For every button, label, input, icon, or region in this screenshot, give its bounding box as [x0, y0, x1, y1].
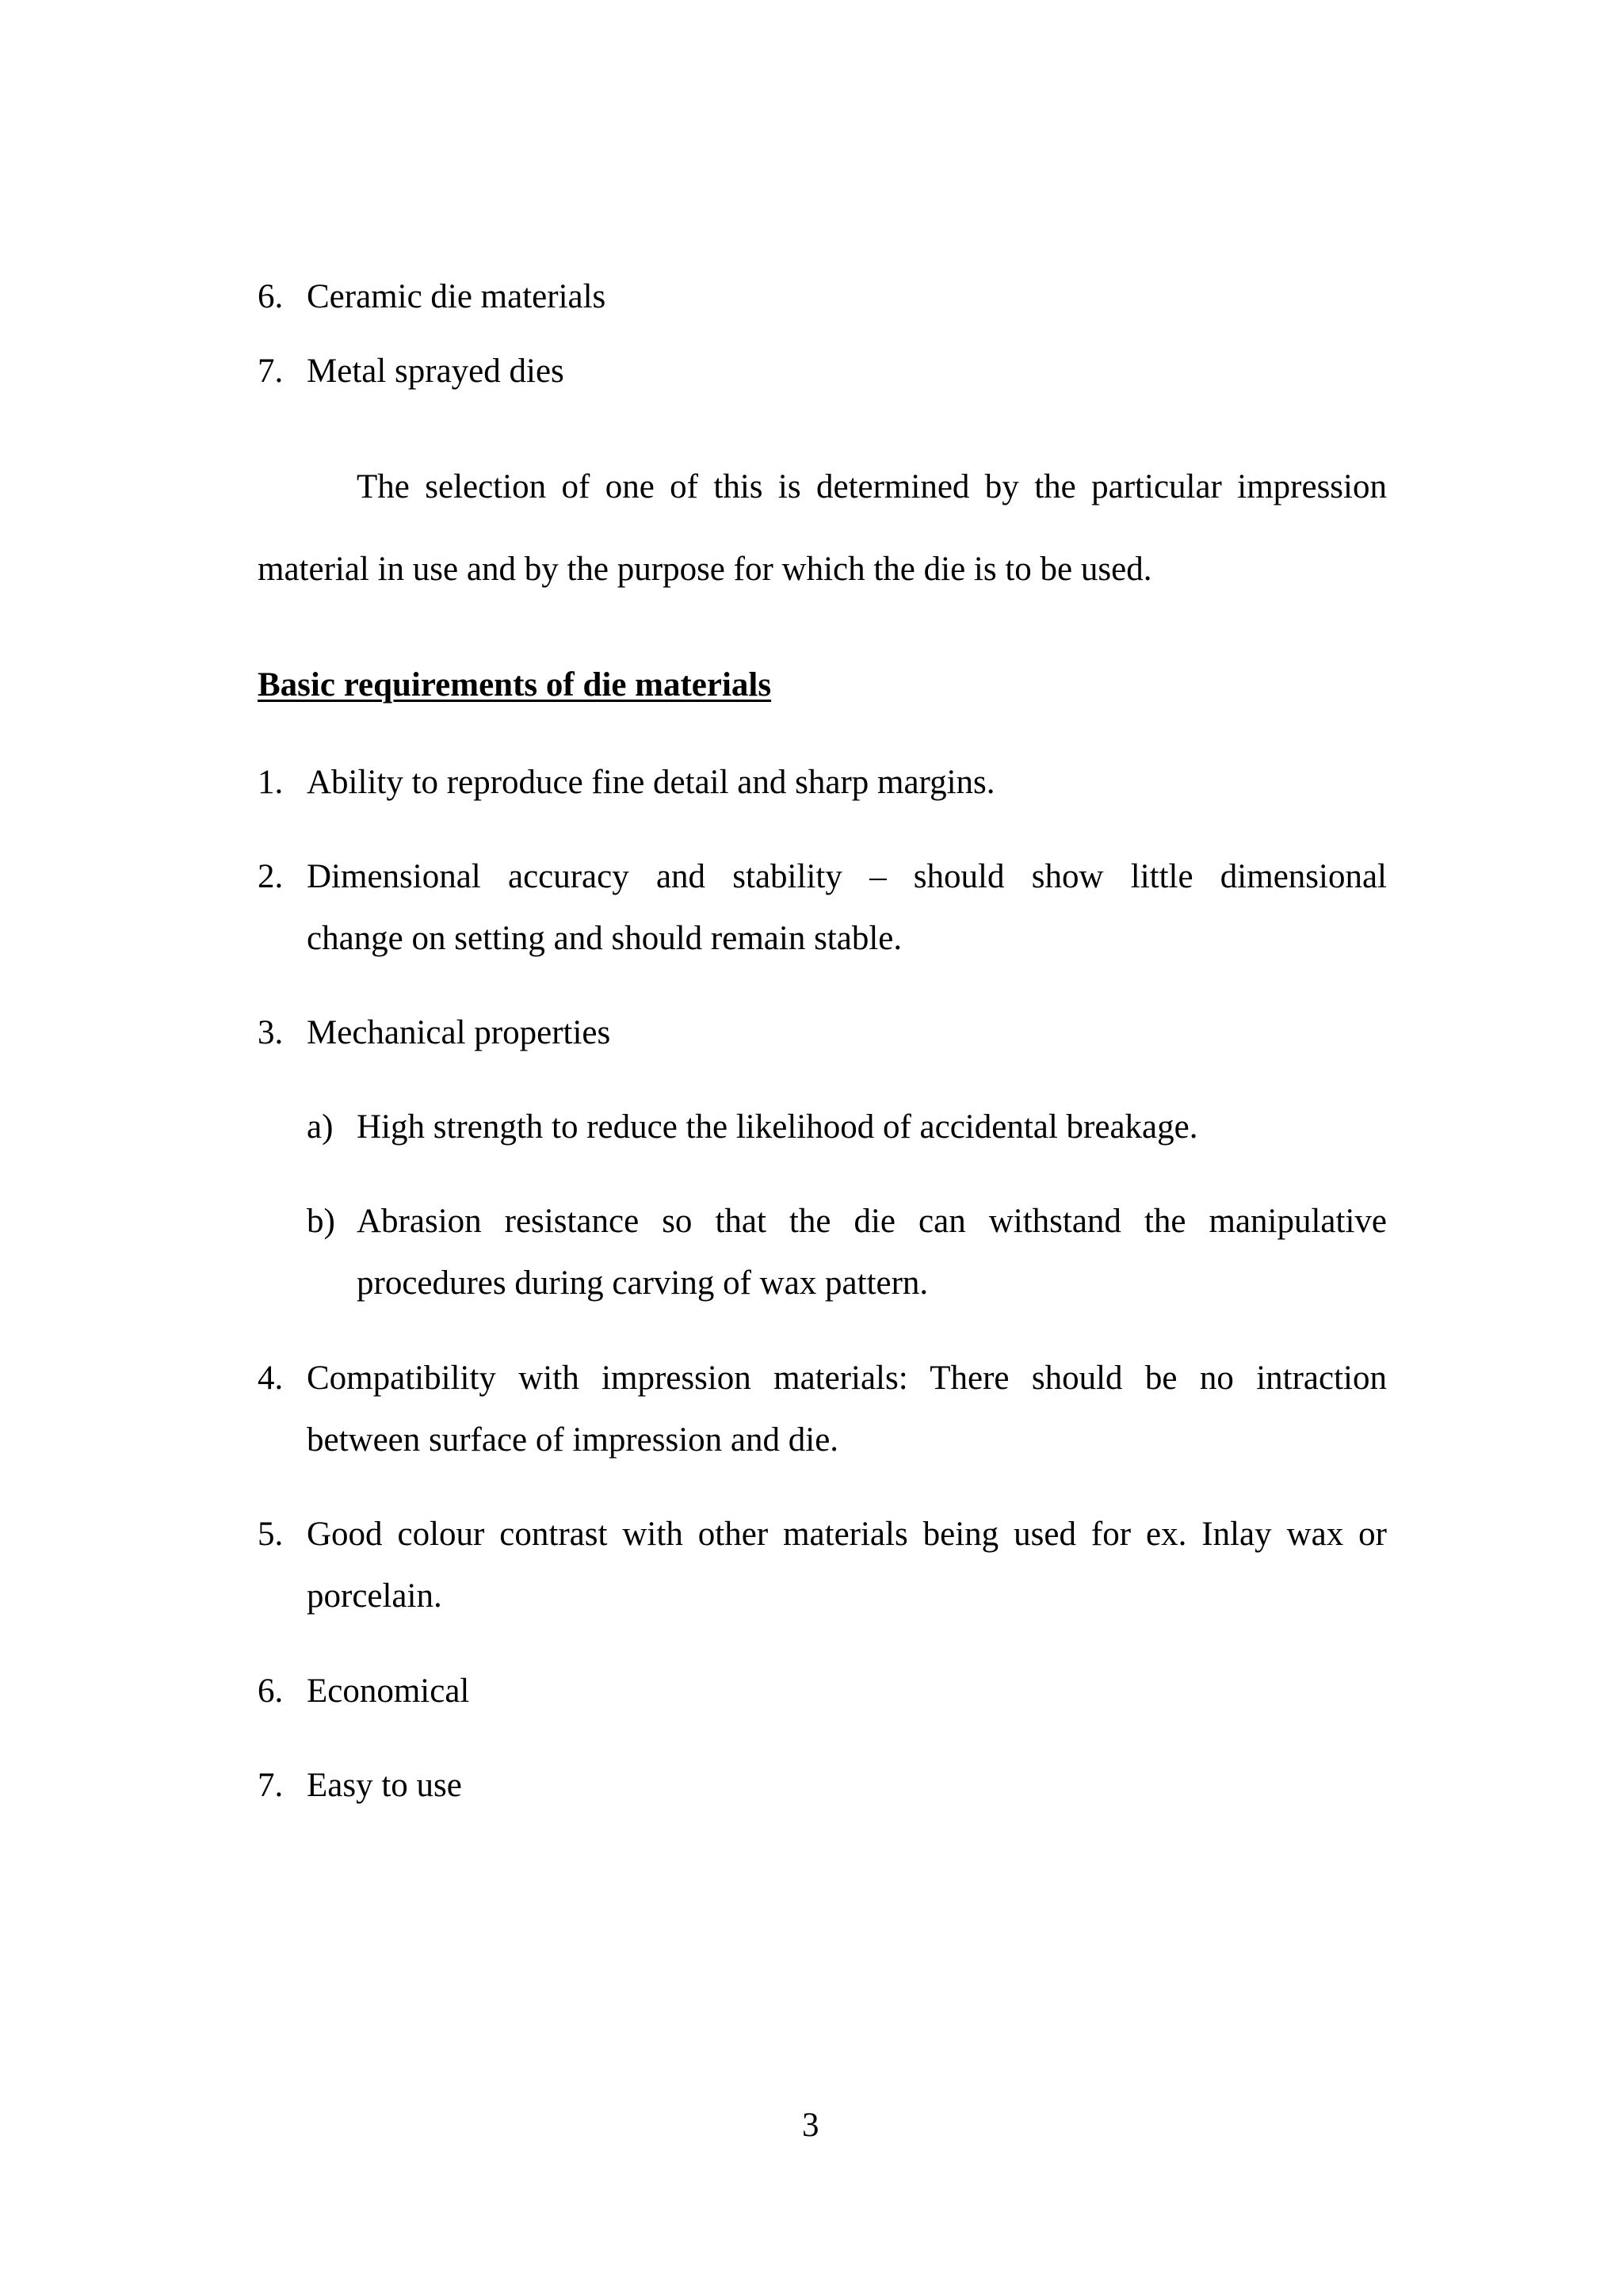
list-item-text: Dimensional accuracy and stability – should show little dimensional: [307, 858, 1387, 895]
sub-item-text: High strength to reduce the likelihood of accidental breakage.: [357, 1108, 1198, 1146]
sub-item-letter: b): [307, 1203, 335, 1240]
list-item-number: 4.: [258, 1360, 284, 1397]
list-item-text: Mechanical properties: [307, 1014, 611, 1051]
paragraph-line: material in use and by the purpose for which the die is to be used.: [258, 551, 1152, 588]
list-item-text: Economical: [307, 1672, 470, 1710]
section-heading: Basic requirements of die materials: [258, 666, 772, 704]
list-item-number: 5.: [258, 1516, 284, 1553]
list-item-text: Ability to reproduce fine detail and sharp margins.: [307, 764, 995, 801]
paragraph-line: The selection of one of this is determined by the particular impression: [357, 468, 1387, 505]
list-item-text: Ceramic die materials: [307, 278, 606, 315]
list-item-number: 6.: [258, 278, 284, 315]
list-item-text: Easy to use: [307, 1767, 462, 1804]
list-item-number: 2.: [258, 858, 284, 895]
list-item-number: 1.: [258, 764, 284, 801]
page-number: 3: [802, 2107, 819, 2144]
list-item-text: between surface of impression and die.: [307, 1421, 839, 1459]
list-item-number: 6.: [258, 1672, 284, 1710]
list-item-text: porcelain.: [307, 1577, 442, 1615]
sub-item-text: procedures during carving of wax pattern.: [357, 1264, 929, 1302]
list-item-number: 3.: [258, 1014, 284, 1051]
sub-item-text: Abrasion resistance so that the die can withstand the manipulative: [357, 1203, 1387, 1240]
sub-item-letter: a): [307, 1108, 334, 1146]
list-item-text: change on setting and should remain stable.: [307, 920, 903, 957]
list-item-number: 7.: [258, 1767, 284, 1804]
list-item-text: Metal sprayed dies: [307, 353, 564, 390]
list-item-number: 7.: [258, 353, 284, 390]
list-item-text: Compatibility with impression materials: There should be no intraction: [307, 1360, 1387, 1397]
list-item-text: Good colour contrast with other materials being used for ex. Inlay wax or: [307, 1516, 1387, 1553]
